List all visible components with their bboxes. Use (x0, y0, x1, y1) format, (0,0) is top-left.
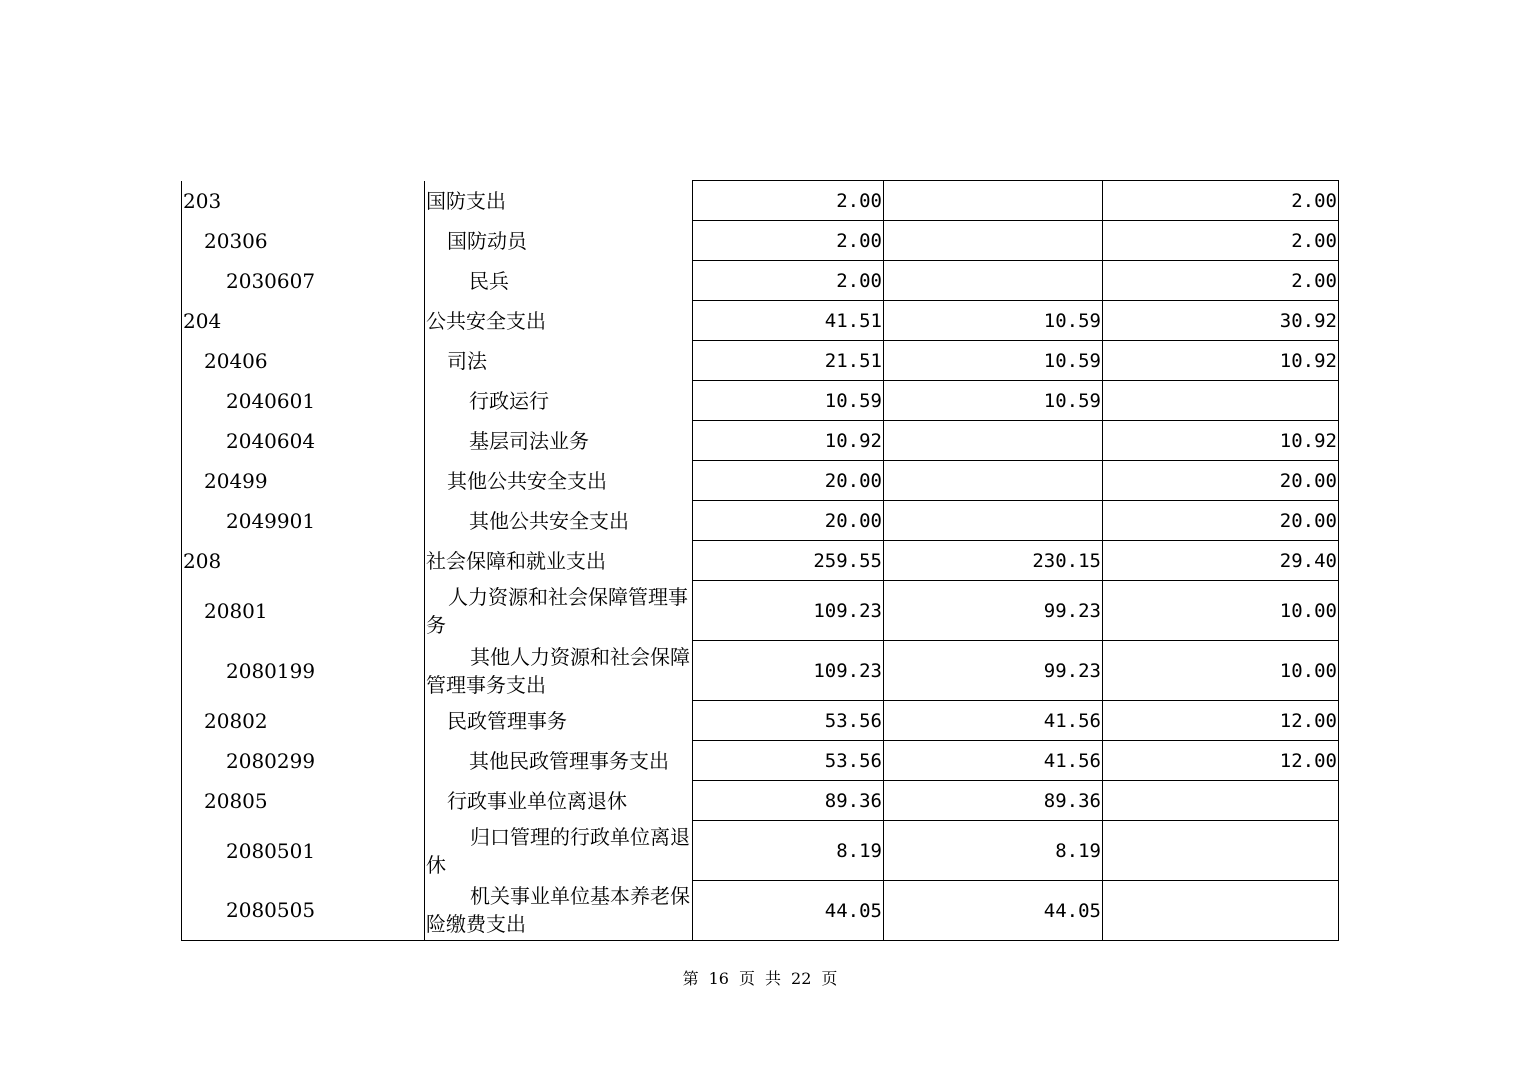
table-row (182, 421, 1339, 461)
name-cell: 社会保障和就业支出 (425, 541, 693, 581)
project-cell: 20.00 (1103, 501, 1339, 541)
project-cell: 30.92 (1103, 301, 1339, 341)
total-cell: 41.51 (693, 301, 884, 341)
table-row (182, 641, 1339, 701)
code-cell: 204 (182, 301, 425, 341)
project-cell: 10.92 (1103, 421, 1339, 461)
basic-cell (884, 421, 1103, 461)
project-cell: 20.00 (1103, 461, 1339, 501)
code-cell: 208 (182, 541, 425, 581)
basic-cell (884, 261, 1103, 301)
project-cell: 10.92 (1103, 341, 1339, 381)
name-cell: 国防支出 (425, 181, 693, 221)
name-cell: 司法 (425, 341, 693, 381)
project-cell: 10.00 (1103, 581, 1339, 641)
total-cell: 8.19 (693, 821, 884, 881)
code-cell: 2040604 (182, 421, 425, 461)
table-row (182, 741, 1339, 781)
project-cell (1103, 381, 1339, 421)
total-cell: 109.23 (693, 641, 884, 701)
code-cell: 20306 (182, 221, 425, 261)
name-cell: 机关事业单位基本养老保险缴费支出 (425, 881, 693, 941)
code-cell: 2040601 (182, 381, 425, 421)
table-row (182, 581, 1339, 641)
name-cell: 其他公共安全支出 (425, 461, 693, 501)
table-row (182, 301, 1339, 341)
name-cell: 其他人力资源和社会保障管理事务支出 (425, 641, 693, 701)
table-row (182, 881, 1339, 941)
name-cell: 行政运行 (425, 381, 693, 421)
table-row (182, 341, 1339, 381)
table-row (182, 781, 1339, 821)
budget-table (181, 180, 1339, 941)
name-cell: 公共安全支出 (425, 301, 693, 341)
total-cell: 10.92 (693, 421, 884, 461)
table-row (182, 381, 1339, 421)
total-cell: 259.55 (693, 541, 884, 581)
table-row (182, 261, 1339, 301)
code-cell: 20801 (182, 581, 425, 641)
name-cell: 国防动员 (425, 221, 693, 261)
total-label: 共 (765, 969, 782, 988)
table-row (182, 501, 1339, 541)
project-cell (1103, 781, 1339, 821)
basic-cell: 89.36 (884, 781, 1103, 821)
project-cell: 10.00 (1103, 641, 1339, 701)
basic-cell: 10.59 (884, 381, 1103, 421)
name-cell: 民兵 (425, 261, 693, 301)
project-cell: 12.00 (1103, 741, 1339, 781)
name-cell: 民政管理事务 (425, 701, 693, 741)
page-label-prefix: 第 (682, 969, 699, 988)
project-cell (1103, 821, 1339, 881)
code-cell: 20406 (182, 341, 425, 381)
project-cell: 2.00 (1103, 261, 1339, 301)
total-cell: 10.59 (693, 381, 884, 421)
page-footer (0, 966, 1520, 989)
total-cell: 2.00 (693, 261, 884, 301)
basic-cell: 10.59 (884, 301, 1103, 341)
page-label-suffix: 页 (821, 969, 838, 988)
code-cell: 2080199 (182, 641, 425, 701)
name-cell: 其他公共安全支出 (425, 501, 693, 541)
basic-cell: 99.23 (884, 641, 1103, 701)
code-cell: 2080505 (182, 881, 425, 941)
total-cell: 109.23 (693, 581, 884, 641)
table-row (182, 181, 1339, 221)
table-row (182, 461, 1339, 501)
basic-cell: 44.05 (884, 881, 1103, 941)
basic-cell (884, 501, 1103, 541)
code-cell: 20802 (182, 701, 425, 741)
table-body (182, 181, 1339, 941)
basic-cell (884, 461, 1103, 501)
page-label-mid: 页 (738, 969, 755, 988)
name-cell: 行政事业单位离退休 (425, 781, 693, 821)
total-cell: 21.51 (693, 341, 884, 381)
total-cell: 20.00 (693, 461, 884, 501)
basic-cell (884, 181, 1103, 221)
code-cell: 20499 (182, 461, 425, 501)
project-cell: 29.40 (1103, 541, 1339, 581)
total-cell: 2.00 (693, 181, 884, 221)
name-cell: 基层司法业务 (425, 421, 693, 461)
basic-cell: 230.15 (884, 541, 1103, 581)
code-cell: 203 (182, 181, 425, 221)
total-cell: 20.00 (693, 501, 884, 541)
total-cell: 44.05 (693, 881, 884, 941)
code-cell: 2030607 (182, 261, 425, 301)
basic-cell: 99.23 (884, 581, 1103, 641)
basic-cell: 8.19 (884, 821, 1103, 881)
table-row (182, 821, 1339, 881)
table-row (182, 541, 1339, 581)
name-cell: 人力资源和社会保障管理事务 (425, 581, 693, 641)
basic-cell: 41.56 (884, 741, 1103, 781)
total-cell: 2.00 (693, 221, 884, 261)
project-cell (1103, 881, 1339, 941)
basic-cell: 10.59 (884, 341, 1103, 381)
total-cell: 89.36 (693, 781, 884, 821)
project-cell: 12.00 (1103, 701, 1339, 741)
basic-cell (884, 221, 1103, 261)
name-cell: 其他民政管理事务支出 (425, 741, 693, 781)
current-page-number: 16 (708, 969, 729, 988)
project-cell: 2.00 (1103, 181, 1339, 221)
code-cell: 2080501 (182, 821, 425, 881)
project-cell: 2.00 (1103, 221, 1339, 261)
code-cell: 2080299 (182, 741, 425, 781)
total-cell: 53.56 (693, 701, 884, 741)
name-cell: 归口管理的行政单位离退休 (425, 821, 693, 881)
code-cell: 20805 (182, 781, 425, 821)
total-pages-number: 22 (791, 969, 812, 988)
basic-cell: 41.56 (884, 701, 1103, 741)
total-cell: 53.56 (693, 741, 884, 781)
table-row (182, 221, 1339, 261)
code-cell: 2049901 (182, 501, 425, 541)
table-row (182, 701, 1339, 741)
